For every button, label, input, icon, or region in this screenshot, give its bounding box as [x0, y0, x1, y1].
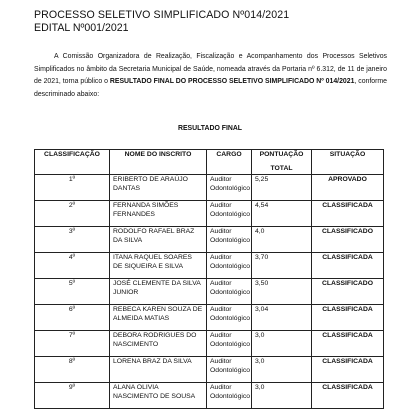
- cell-pontuacao: 4,54: [252, 201, 312, 227]
- table-row: [35, 357, 384, 383]
- cell-cargo: [207, 383, 252, 409]
- intro-paragraph: [34, 51, 387, 102]
- cell-nome: REBECA KAREN SOUZA DE ALMEIDA MATIAS: [110, 305, 207, 331]
- cell-pontuacao: 3,0: [252, 357, 312, 383]
- cell-classificacao: 1º: [35, 175, 110, 201]
- cell-classificacao: 9º: [35, 383, 110, 409]
- cell-situacao: CLASSIFICADO: [312, 227, 384, 253]
- cell-cargo-line1: Auditor: [210, 254, 232, 261]
- cell-cargo-line1: Auditor: [210, 176, 232, 183]
- table-header-row: [35, 150, 384, 175]
- cell-cargo: [207, 253, 252, 279]
- cell-nome: RODOLFO RAFAEL BRAZ DA SILVA: [110, 227, 207, 253]
- cell-pontuacao: 3,0: [252, 331, 312, 357]
- cell-pontuacao: 3,50: [252, 279, 312, 305]
- header-nome: NOME DO INSCRITO: [110, 150, 207, 175]
- cell-classificacao: 6º: [35, 305, 110, 331]
- table-row: [35, 253, 384, 279]
- table-row: [35, 331, 384, 357]
- cell-cargo-line1: Auditor: [210, 202, 232, 209]
- table-row: [35, 175, 384, 201]
- cell-cargo-line1: Auditor: [210, 358, 232, 365]
- cell-situacao: CLASSIFICADA: [312, 201, 384, 227]
- cell-pontuacao: 3,04: [252, 305, 312, 331]
- edital-number: EDITAL Nº001/2021: [34, 22, 129, 34]
- cell-cargo-line2: Odontológico: [210, 262, 251, 270]
- cell-pontuacao: 3,70: [252, 253, 312, 279]
- cell-cargo: [207, 279, 252, 305]
- header-classificacao: CLASSIFICAÇÃO: [35, 150, 110, 175]
- cell-classificacao: 5º: [35, 279, 110, 305]
- cell-cargo-line1: Auditor: [210, 384, 232, 391]
- header-cargo: CARGO: [207, 150, 252, 175]
- cell-nome: DEBORA RODRIGUES DO NASCIMENTO: [110, 331, 207, 357]
- table-row: [35, 279, 384, 305]
- header-pontuacao-line2: TOTAL: [270, 164, 293, 172]
- cell-classificacao: 4º: [35, 253, 110, 279]
- cell-nome: FERNANDA SIMÕES FERNANDES: [110, 201, 207, 227]
- cell-situacao: CLASSIFICADA: [312, 331, 384, 357]
- cell-situacao: CLASSIFICADA: [312, 357, 384, 383]
- cell-cargo-line1: Auditor: [210, 228, 232, 235]
- cell-pontuacao: 5,25: [252, 175, 312, 201]
- cell-situacao: CLASSIFICADA: [312, 253, 384, 279]
- cell-situacao: APROVADO: [312, 175, 384, 201]
- intro-text-end: , conforme descriminado abaixo:: [34, 78, 387, 99]
- cell-situacao: CLASSIFICADA: [312, 305, 384, 331]
- cell-nome: JOSÉ CLEMENTE DA SILVA JUNIOR: [110, 279, 207, 305]
- cell-pontuacao: 4,0: [252, 227, 312, 253]
- cell-nome: ALANA OLIVIA NASCIMENTO DE SOUSA: [110, 383, 207, 409]
- table-row: [35, 201, 384, 227]
- table-row: [35, 383, 384, 409]
- cell-cargo-line2: Odontológico: [210, 236, 251, 244]
- header-pontuacao: [252, 150, 312, 175]
- cell-cargo-line2: Odontológico: [210, 392, 251, 400]
- cell-classificacao: 2º: [35, 201, 110, 227]
- cell-cargo-line1: Auditor: [210, 306, 232, 313]
- table-row: [35, 305, 384, 331]
- header-situacao: SITUAÇÃO: [312, 150, 384, 175]
- cell-cargo-line2: Odontológico: [210, 210, 251, 218]
- cell-nome: LORENA BRAZ DA SILVA: [110, 357, 207, 383]
- cell-situacao: CLASSIFICADA: [312, 383, 384, 409]
- cell-nome: ERIBERTO DE ARAÚJO DANTAS: [110, 175, 207, 201]
- cell-nome: ITANA RAQUEL SOARES DE SIQUEIRA E SILVA: [110, 253, 207, 279]
- cell-classificacao: 8º: [35, 357, 110, 383]
- cell-pontuacao: 3,0: [252, 383, 312, 409]
- section-title: RESULTADO FINAL: [177, 125, 243, 132]
- cell-cargo: [207, 201, 252, 227]
- cell-cargo: [207, 227, 252, 253]
- cell-situacao: CLASSIFICADO: [312, 279, 384, 305]
- cell-classificacao: 3º: [35, 227, 110, 253]
- cell-cargo-line2: Odontológico: [210, 366, 251, 374]
- document-title: PROCESSO SELETIVO SIMPLIFICADO Nº014/2021: [34, 9, 290, 21]
- cell-cargo-line2: Odontológico: [210, 288, 251, 296]
- cell-cargo-line2: Odontológico: [210, 314, 251, 322]
- cell-cargo-line1: Auditor: [210, 280, 232, 287]
- results-table: [34, 149, 384, 409]
- cell-cargo: [207, 357, 252, 383]
- header-pontuacao-line1: PONTUAÇÃO: [259, 151, 304, 158]
- cell-cargo: [207, 331, 252, 357]
- cell-cargo: [207, 305, 252, 331]
- cell-cargo-line1: Auditor: [210, 332, 232, 339]
- table-row: [35, 227, 384, 253]
- cell-classificacao: 7º: [35, 331, 110, 357]
- cell-cargo-line2: Odontológico: [210, 340, 251, 348]
- intro-bold-text: RESULTADO FINAL DO PROCESSO SELETIVO SIMPLIFICADO Nº 014/2021: [109, 78, 355, 86]
- cell-cargo-line2: Odontológico: [210, 184, 251, 192]
- cell-cargo: [207, 175, 252, 201]
- intro-text-start: A Comissão Organizadora de Realização, Fiscalização e Acompanhamento dos Processos Seletivos Simplificados no âmbito da Secretaria Municipal de Saúde, nomeada através da Portaria nº 6.312, de 11 de janeiro de 2021, torna público o: [34, 53, 387, 86]
